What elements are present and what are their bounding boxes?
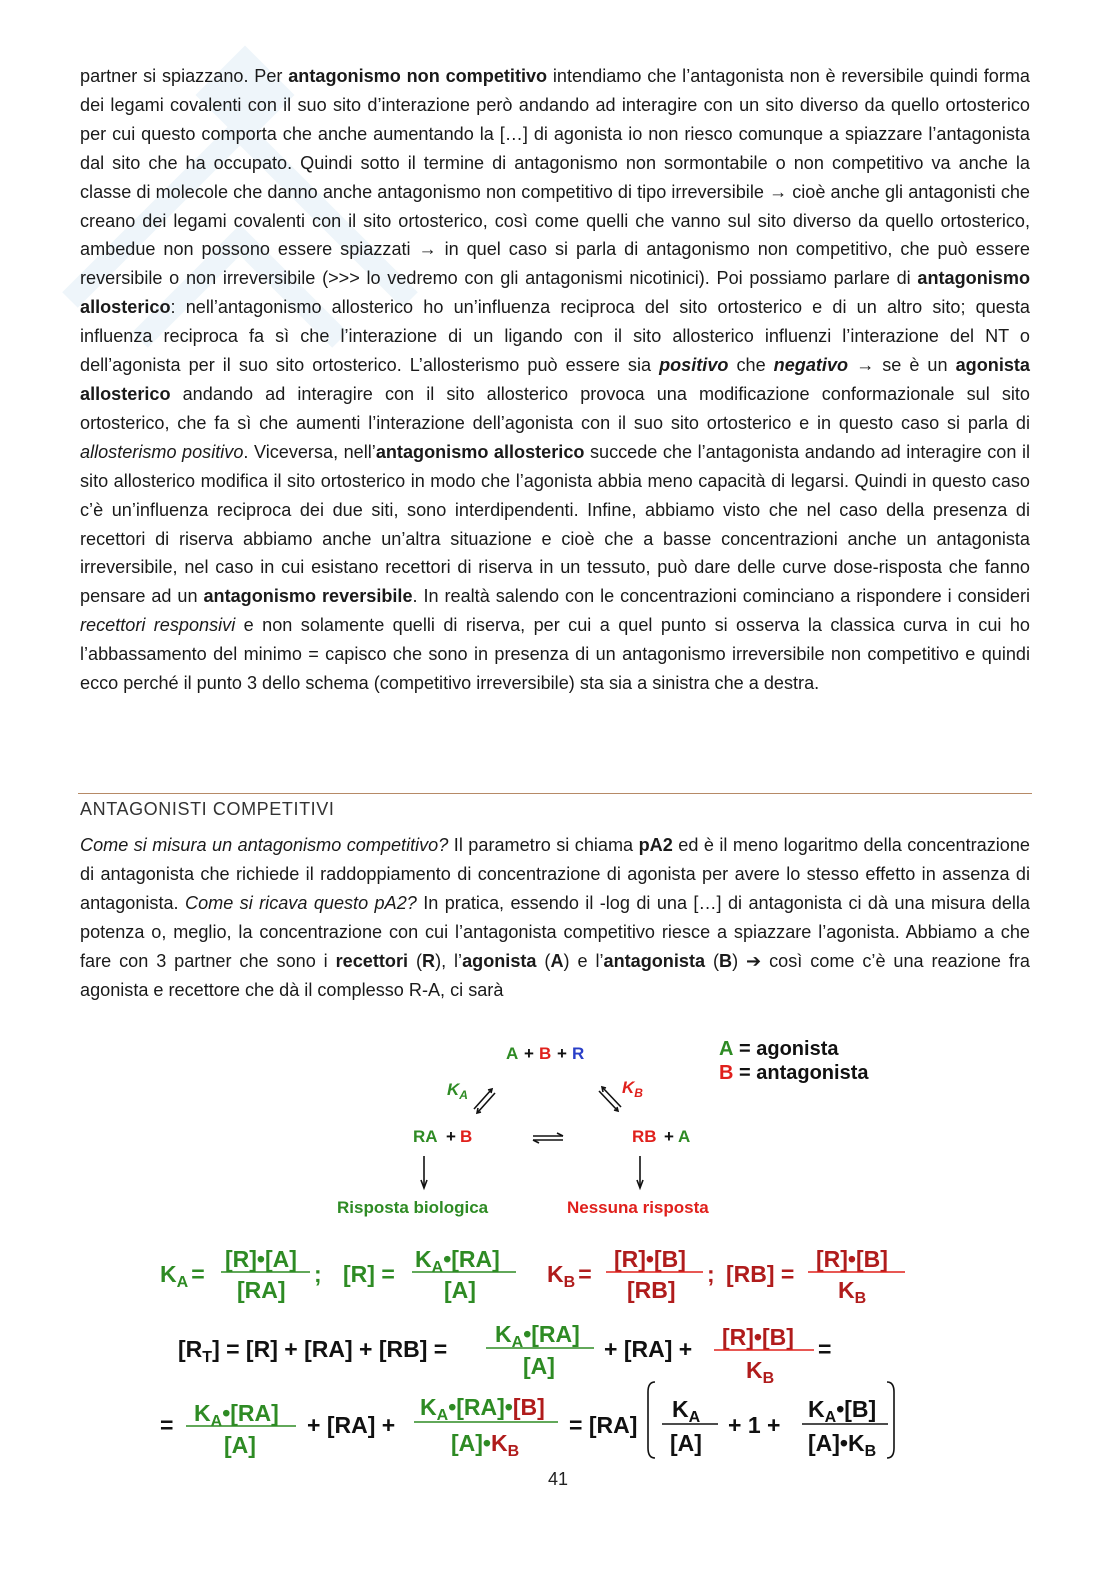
top-agonist: A (506, 1044, 519, 1063)
line3-fraction1-numerator: $K_A•[RA]$ (194, 1400, 279, 1430)
ka-label: $K_A$ (447, 1080, 468, 1102)
eq1-denominator: [RA] (237, 1277, 286, 1303)
paragraph1-segment: che (728, 355, 774, 376)
eq2-lhs: [R] = (343, 1261, 395, 1287)
line2-fraction1-numerator: $K_A•[RA]$ (495, 1321, 580, 1351)
eq2-numerator: $K_A•[RA]$ (415, 1246, 500, 1276)
right-plus: + (664, 1127, 674, 1146)
top-plus-2: + (557, 1044, 567, 1063)
line3-fraction1-denominator: [A] (224, 1432, 256, 1458)
top-plus-1: + (524, 1044, 534, 1063)
legend-antagonist-text: = antagonista (739, 1062, 869, 1084)
legend-agonist-symbol: A (719, 1038, 734, 1060)
line2-fraction2-numerator: [R]•[B] (722, 1324, 794, 1350)
equation-row-3 (160, 1382, 894, 1460)
eq1-semicolon: ; (314, 1261, 322, 1287)
eq3-lhs: $K_B$ = (547, 1261, 592, 1291)
ra-complex: RA (413, 1127, 438, 1146)
paragraph2-segment: R (421, 950, 436, 971)
paragraph1-segment: recettori responsivi (80, 615, 236, 636)
paragraph1-segment: → se è un (848, 355, 956, 376)
paragraph2-segment: B (719, 950, 733, 971)
paragraph2-segment: In pratica, essendo il -log di una […] di antagonista ci dà una misura della potenza o, meglio, la concentrazione con cui l’antagonista competitivo riesce a spiazzare l’agonista. Abbiamo a che fare con 3 partner che sono i (80, 892, 1030, 971)
line2-fraction1-denominator: [A] (523, 1353, 555, 1379)
eq3-semicolon: ; (707, 1261, 715, 1287)
equation-row-1 (160, 1246, 905, 1307)
paragraph2-segment: antagonista (603, 950, 706, 971)
paragraph-antagonism (80, 62, 1030, 698)
paragraph1-segment: antagonismo allosterico (375, 441, 585, 462)
eq3-numerator: [R]•[B] (614, 1246, 686, 1272)
left-plus: + (446, 1127, 456, 1146)
right-agonist: A (678, 1127, 691, 1146)
left-antagonist: B (460, 1127, 473, 1146)
line3-fraction2-numerator: $K_A•[RA]•[B]$ (420, 1394, 545, 1424)
line3-fraction3-numerator: $K_A$ (672, 1396, 701, 1426)
eq4-numerator: [R]•[B] (816, 1246, 888, 1272)
paragraph1-segment: e non solamente quelli di riserva, per cui a quel punto si osserva la classica curva in cui ho l’abbassamento del minimo = capisco che sono in presenza di un antagonismo irreversibile non competitivo e quindi ecco perché il punto 3 dello schema (competitivo irreversibile) sta sia a sinistra che a destra. (80, 615, 1030, 694)
paragraph2-segment: ed è il meno logaritmo della concentrazione di antagonista che richiede il raddoppiamento di concentrazione di agonista per avere lo stesso effetto in assenza di antagonista. (80, 835, 1030, 913)
paragraph1-segment: : nell’antagonismo allosterico ho un’influenza reciproca del sito ortosterico e di un altro sito; questa influenza reciproca fa sì che l’interazione di un ligando con il sito allosterico influenzi l’interazione del NT o dell’agonista per il suo sito ortosterico. L’allosterismo può essere sia (80, 297, 1030, 376)
rb-complex: RB (632, 1127, 657, 1146)
paragraph2-segment: ( (705, 950, 719, 971)
paragraph2-segment: ) ➔ così come c’è una reazione fra agonista e recettore che dà il complesso R-A, ci sarà (80, 950, 1030, 1000)
eq3-denominator: [RB] (627, 1277, 676, 1303)
legend-agonist-text: = agonista (739, 1038, 839, 1060)
biological-response-label: Risposta biologica (337, 1198, 489, 1217)
paragraph1-segment: antagonismo non competitivo (288, 66, 548, 86)
line2-fraction2-denominator: $K_B$ (746, 1357, 775, 1387)
total-receptors-lhs: $[R_T] = [R] + [RA] + [RB]$ = (178, 1336, 448, 1366)
paragraph1-segment: andando ad interagire con il sito allosterico provoca una modificazione conformazionale sul sito ortosterico, che fa sì che aumenti l’interazione dell’agonista con il suo sito ortosterico e in questo caso si parla di (80, 383, 1030, 433)
paragraph1-segment: partner si spiazzano. Per (80, 66, 289, 86)
antagonism-scheme (0, 1030, 1116, 1500)
line3-equals: = [RA] (569, 1412, 638, 1438)
eq4-lhs: [RB] = (726, 1261, 795, 1287)
kb-label: $K_B$ (622, 1078, 643, 1100)
eq4-denominator: $K_B$ (838, 1277, 867, 1307)
line2-end: = (818, 1336, 832, 1362)
no-response-label: Nessuna risposta (567, 1198, 709, 1217)
paragraph1-segment: . In realtà salendo con le concentrazioni cominciano a rispondere i consideri (412, 586, 1030, 607)
eq1-lhs: $K_A$ = (160, 1261, 205, 1291)
paragraph1-segment: . Viceversa, nell’ (243, 441, 376, 462)
page-number: 41 (547, 1469, 569, 1489)
paragraph2-segment: ), l’ (435, 950, 463, 971)
line3-middle: + [RA] + (307, 1412, 396, 1438)
paragraph1-segment: agonista allosterico (80, 355, 1030, 404)
paragraph2-segment: Come si ricava questo pA2? (185, 892, 417, 913)
eq2-denominator: [A] (444, 1277, 476, 1303)
line3-fraction3-denominator: [A] (670, 1430, 702, 1456)
paragraph2-segment: pA2 (638, 835, 673, 855)
paragraph1-segment: succede che l’antagonista andando ad interagire con il sito allosterico modifica il sito ortosterico in modo che l’agonista abbia meno capacità di legarsi. Quindi in questo caso c’è un’influenza reciproca dei due siti, sono interdipendenti. Infine, abbiamo visto che nel caso della presenza di recettori di riserva abbiamo anche un’altra situazione e cioè che a basse concentrazioni anche un antagonista irreversibile, nel caso in cui esistano recettori di riserva in un tessuto, può dare delle curve dose-risposta che fanno pensare ad un (80, 441, 1030, 607)
section-divider (78, 793, 1032, 794)
paragraph1-segment: antagonismo reversibile (203, 586, 413, 607)
line3-fraction4-denominator: $[A]•K_B$ (808, 1430, 877, 1460)
line3-fraction2-denominator: $[A]•K_B$ (451, 1430, 520, 1460)
paragraph2-segment: Il parametro si chiama (448, 835, 639, 855)
paragraph1-segment: intendiamo che l’antagonista non è reversibile quindi forma dei legami covalenti con il suo sito d’interazione però andando ad interagire con un sito diverso da quello ortosterico per cui questo comporta che anche aumentando la […] di agonista io non riesco comunque a spiazzare l’antagonista dal sito che ha occupato. Quindi sotto il termine di antagonismo non sormontabile o non competitivo va anche la classe di molecole che danno anche antagonismo non competitivo di tipo irreversibile → cioè anche gli antagonisti che creano dei legami covalenti con il sito ortosterico, così come quelli che vanno sul sito diverso da quello ortosterico, ambedue non possono essere spiazzati → in quel caso si parla di antagonismo non competitivo, che può essere reversibile o non irreversibile (>>> lo vedremo con gli antagonismi nicotinici). Poi possiamo parlare di (80, 66, 1030, 289)
eq1-numerator: [R]•[A] (225, 1246, 297, 1272)
paragraph1-segment: positivo (659, 355, 729, 376)
paragraph2-segment: A (550, 950, 564, 971)
line3-start: = (160, 1412, 174, 1438)
paragraph2-segment: recettori (335, 950, 409, 971)
line2-middle: + [RA] + (604, 1336, 693, 1362)
paragraph2-segment: ( (408, 950, 422, 971)
equation-row-2 (178, 1321, 831, 1387)
paragraph2-segment: ( (536, 950, 551, 971)
paragraph1-segment: allosterismo positivo (80, 441, 244, 462)
paragraph2-segment: Come si misura un antagonismo competitivo? (80, 835, 449, 855)
top-antagonist: B (539, 1044, 552, 1063)
paragraph1-segment: negativo (773, 355, 849, 376)
paragraph2-segment: agonista (462, 950, 537, 971)
paragraph2-segment: ) e l’ (563, 950, 604, 971)
paragraph1-segment: antagonismo allosterico (80, 268, 1030, 318)
paragraph-competitive (80, 831, 1030, 1004)
line3-fraction4-numerator: $K_A•[B]$ (808, 1396, 877, 1426)
legend-antagonist-symbol: B (719, 1062, 734, 1084)
section-title: ANTAGONISTI COMPETITIVI (80, 799, 335, 819)
top-receptor: R (572, 1044, 585, 1063)
line3-plus-one: + 1 + (728, 1412, 781, 1438)
